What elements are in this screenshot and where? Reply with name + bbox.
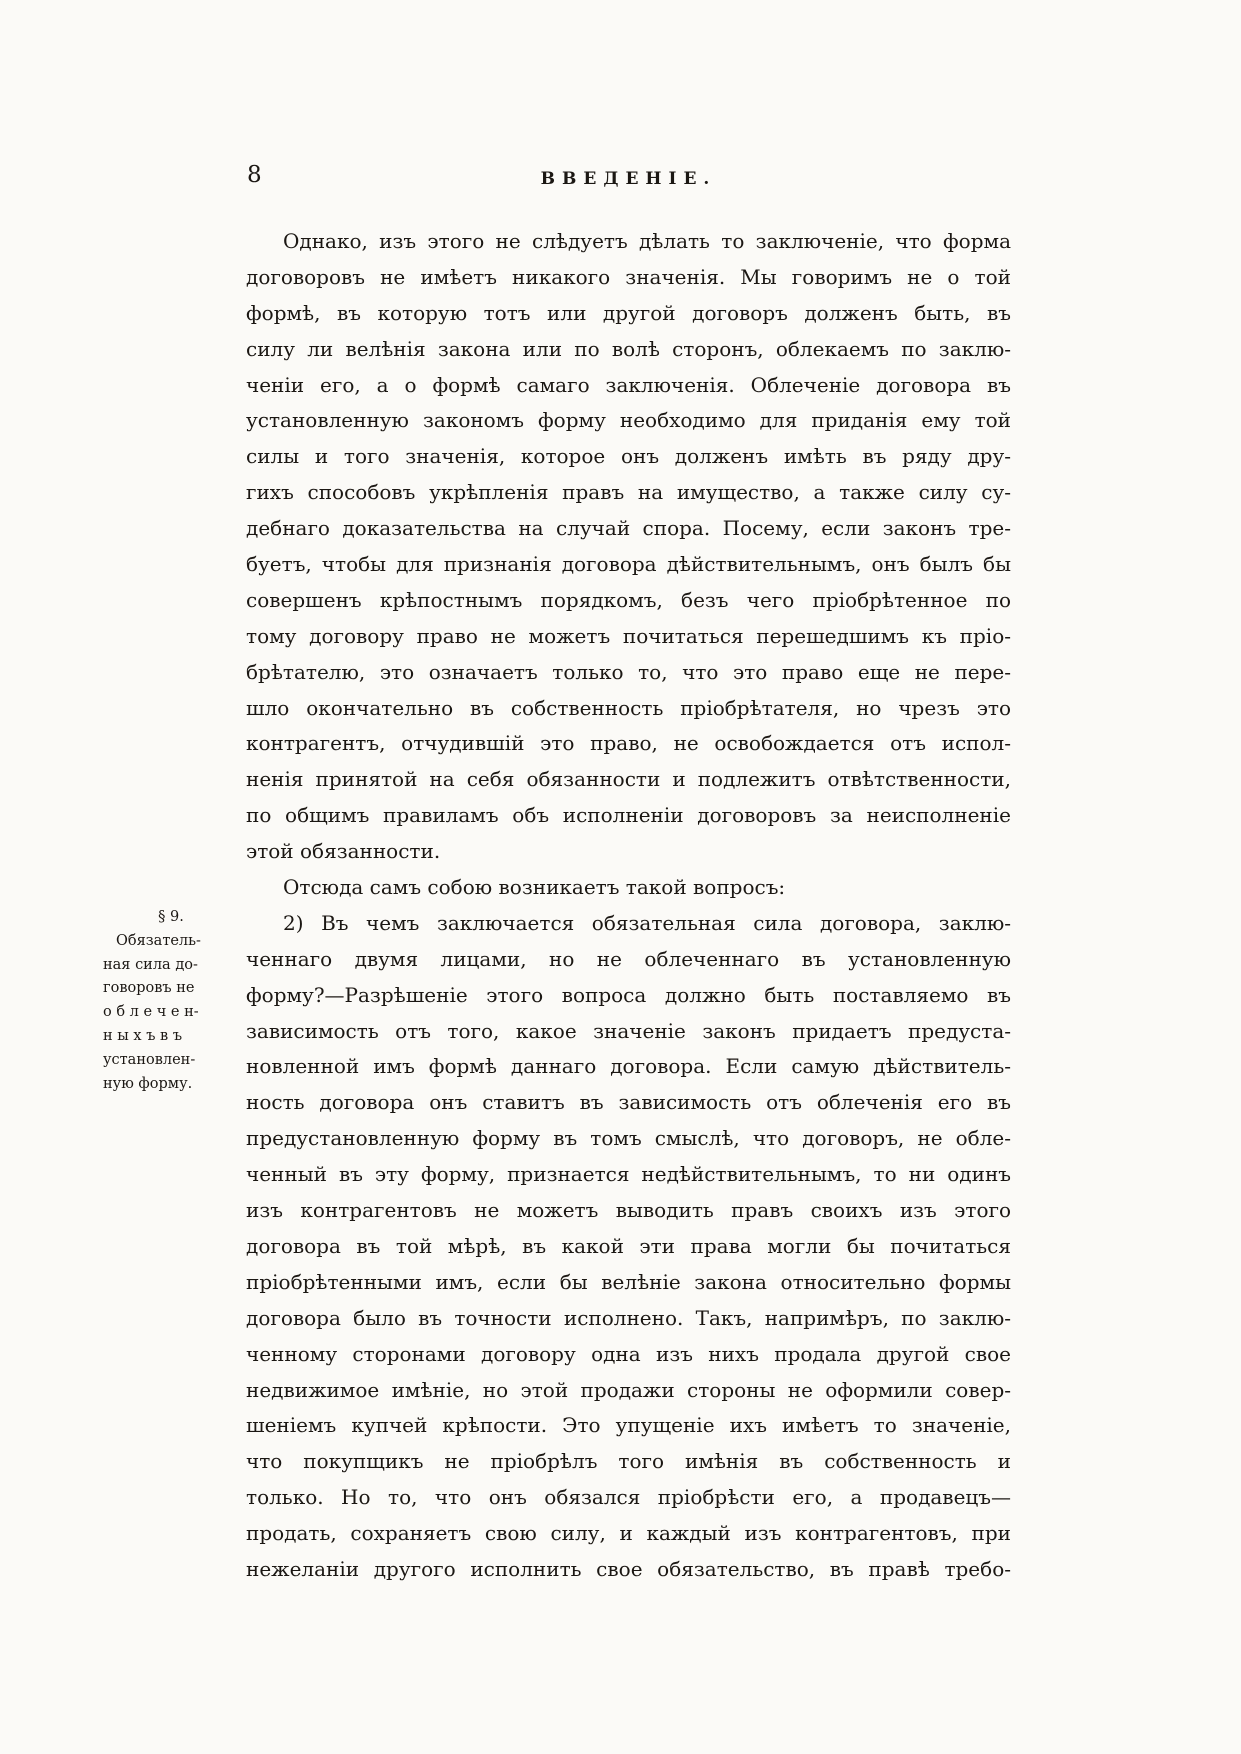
- text-line: совершенъ крѣпостнымъ порядкомъ, безъ чего пріобрѣтенное по: [246, 587, 1011, 612]
- body-text: [246, 224, 1011, 1588]
- text-line: Однако, изъ этого не слѣдуетъ дѣлать то заключеніе, что форма: [283, 229, 1011, 253]
- text-line: договоровъ не имѣетъ никакого значенія. Мы говоримъ не о той: [246, 264, 1011, 289]
- text-line: силу ли велѣнія закона или по волѣ сторонъ, облекаемъ по заклю-: [246, 336, 1011, 361]
- margin-note-line: н ы х ъ в ъ: [103, 1027, 183, 1044]
- text-line: договора было въ точности исполнено. Такъ, напримѣръ, по заклю-: [246, 1305, 1011, 1330]
- text-line: предустановленную форму въ томъ смыслѣ, что договоръ, не обле-: [246, 1126, 1011, 1151]
- margin-note-line: ную форму.: [103, 1075, 193, 1092]
- text-line: форму?—Разрѣшеніе этого вопроса должно быть поставляемо въ: [246, 982, 1011, 1007]
- text-line: ченнаго двумя лицами, но не облеченнаго въ установленную: [246, 946, 1011, 971]
- margin-note-line: Обязатель-: [116, 932, 201, 949]
- running-title: ВВЕДЕНІЕ.: [540, 169, 717, 189]
- text-line: зависимость отъ того, какое значеніе законъ придаетъ предуста-: [246, 1018, 1011, 1043]
- text-line: шеніемъ купчей крѣпости. Это упущеніе ихъ имѣетъ то значеніе,: [246, 1413, 1011, 1438]
- text-line: этой обязанности.: [246, 839, 441, 864]
- text-line: ность договора онъ ставитъ въ зависимость отъ облеченія его въ: [246, 1090, 1011, 1115]
- text-line: договора въ той мѣрѣ, въ какой эти права могли бы почитаться: [246, 1233, 1011, 1258]
- text-line: 2) Въ чемъ заключается обязательная сила договора, заклю-: [283, 910, 1011, 935]
- text-line: ненія принятой на себя обязанности и подлежитъ отвѣтственности,: [246, 767, 1011, 792]
- text-line: установленную закономъ форму необходимо для приданія ему той: [246, 408, 1011, 433]
- text-line: тому договору право не можетъ почитаться перешедшимъ къ пріо-: [246, 623, 1011, 648]
- text-line: контрагентъ, отчудившій это право, не освобождается отъ испол-: [246, 731, 1011, 756]
- margin-note-line: говоровъ не: [103, 980, 195, 997]
- text-line: Отсюда самъ собою возникаетъ такой вопросъ:: [283, 875, 786, 900]
- text-line: недвижимое имѣніе, но этой продажи стороны не оформили совер-: [246, 1377, 1011, 1402]
- text-line: нежеланіи другого исполнить свое обязательство, въ правѣ требо-: [246, 1556, 1011, 1581]
- margin-note: [103, 906, 239, 1096]
- text-line: ченіи его, а о формѣ самаго заключенія. Облеченіе договора въ: [246, 372, 1011, 397]
- text-line: буетъ, чтобы для признанія договора дѣйствительнымъ, онъ былъ бы: [246, 552, 1011, 577]
- margin-note-section-mark: § 9.: [158, 909, 184, 925]
- text-line: шло окончательно въ собственность пріобрѣтателя, но чрезъ это: [246, 695, 1011, 720]
- margin-note-line: ная сила до-: [103, 956, 198, 973]
- text-line: по общимъ правиламъ объ исполненіи договоровъ за неисполненіе: [246, 803, 1011, 828]
- text-line: только. Но то, что онъ обязался пріобрѣсти его, а продавецъ—: [246, 1485, 1011, 1510]
- text-line: брѣтателю, это означаетъ только то, что это право еще не пере-: [246, 659, 1011, 684]
- text-line: ченному сторонами договору одна изъ нихъ продала другой свое: [246, 1341, 1011, 1366]
- text-line: формѣ, въ которую тотъ или другой договоръ долженъ быть, въ: [246, 300, 1011, 325]
- margin-note-line: о б л е ч е н-: [103, 1004, 199, 1021]
- margin-note-line: установлен-: [103, 1051, 196, 1068]
- text-line: гихъ способовъ укрѣпленія правъ на имущество, а также силу су-: [246, 480, 1011, 505]
- page-number: 8: [247, 162, 262, 188]
- text-line: новленной имъ формѣ даннаго договора. Если самую дѣйствитель-: [246, 1054, 1011, 1079]
- text-line: пріобрѣтенными имъ, если бы велѣніе закона относительно формы: [246, 1269, 1011, 1294]
- text-line: изъ контрагентовъ не можетъ выводить правъ своихъ изъ этого: [246, 1198, 1011, 1223]
- text-line: силы и того значенія, которое онъ долженъ имѣть въ ряду дру-: [246, 444, 1011, 469]
- text-line: ченный въ эту форму, признается недѣйствительнымъ, то ни одинъ: [246, 1162, 1011, 1187]
- text-line: продать, сохраняетъ свою силу, и каждый изъ контрагентовъ, при: [246, 1521, 1011, 1546]
- text-line: дебнаго доказательства на случай спора. Посему, если законъ тре-: [246, 516, 1011, 541]
- text-line: что покупщикъ не пріобрѣлъ того имѣнія въ собственность и: [246, 1449, 1011, 1474]
